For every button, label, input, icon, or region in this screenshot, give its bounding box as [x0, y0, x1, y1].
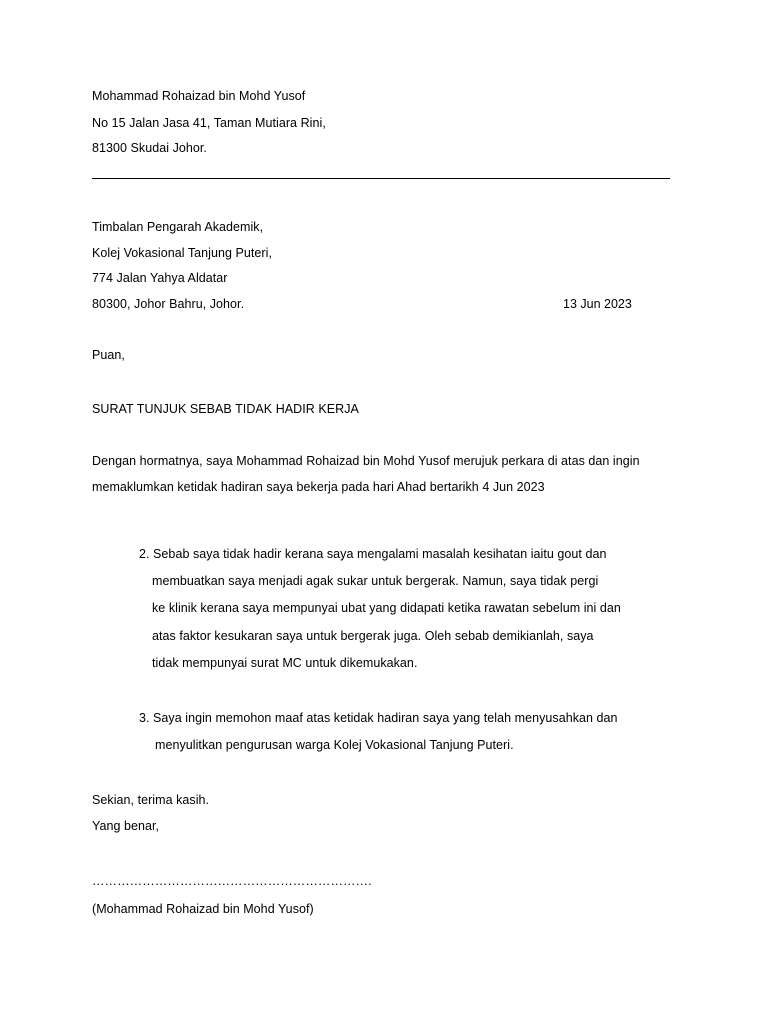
point3-line1: 3. Saya ingin memohon maaf atas ketidak hadiran saya yang telah menyusahkan dan: [139, 711, 618, 725]
intro-line2: memaklumkan ketidak hadiran saya bekerja pada hari Ahad bertarikh 4 Jun 2023: [92, 480, 545, 494]
recipient-org: Kolej Vokasional Tanjung Puteri,: [92, 246, 272, 260]
point2-line5: tidak mempunyai surat MC untuk dikemukakan.: [152, 656, 418, 670]
sender-address-line2: 81300 Skudai Johor.: [92, 141, 207, 155]
point3-line2: menyulitkan pengurusan warga Kolej Vokasional Tanjung Puteri.: [155, 738, 514, 752]
signature-name: (Mohammad Rohaizad bin Mohd Yusof): [92, 902, 314, 916]
point2-line1: 2. Sebab saya tidak hadir kerana saya mengalami masalah kesihatan iaitu gout dan: [139, 547, 607, 561]
separator-line: [92, 178, 670, 179]
recipient-address-line1: 774 Jalan Yahya Aldatar: [92, 271, 228, 285]
salutation: Puan,: [92, 348, 125, 362]
recipient-address-line2: 80300, Johor Bahru, Johor.: [92, 297, 245, 311]
closing-line1: Sekian, terima kasih.: [92, 793, 210, 807]
letter-date: 13 Jun 2023: [563, 297, 632, 311]
subject-heading: SURAT TUNJUK SEBAB TIDAK HADIR KERJA: [92, 402, 359, 416]
recipient-title: Timbalan Pengarah Akademik,: [92, 220, 264, 234]
point2-line2: membuatkan saya menjadi agak sukar untuk bergerak. Namun, saya tidak pergi: [152, 574, 599, 588]
intro-line1: Dengan hormatnya, saya Mohammad Rohaizad bin Mohd Yusof merujuk perkara di atas dan ingin: [92, 454, 640, 468]
sender-address-line1: No 15 Jalan Jasa 41, Taman Mutiara Rini,: [92, 116, 326, 130]
sender-name: Mohammad Rohaizad bin Mohd Yusof: [92, 89, 306, 103]
signature-dots: ………………………………………………………….: [92, 874, 372, 888]
point2-line3: ke klinik kerana saya mempunyai ubat yang didapati ketika rawatan sebelum ini dan: [152, 601, 621, 615]
closing-line2: Yang benar,: [92, 819, 160, 833]
point2-line4: atas faktor kesukaran saya untuk bergerak juga. Oleh sebab demikianlah, saya: [152, 629, 594, 643]
